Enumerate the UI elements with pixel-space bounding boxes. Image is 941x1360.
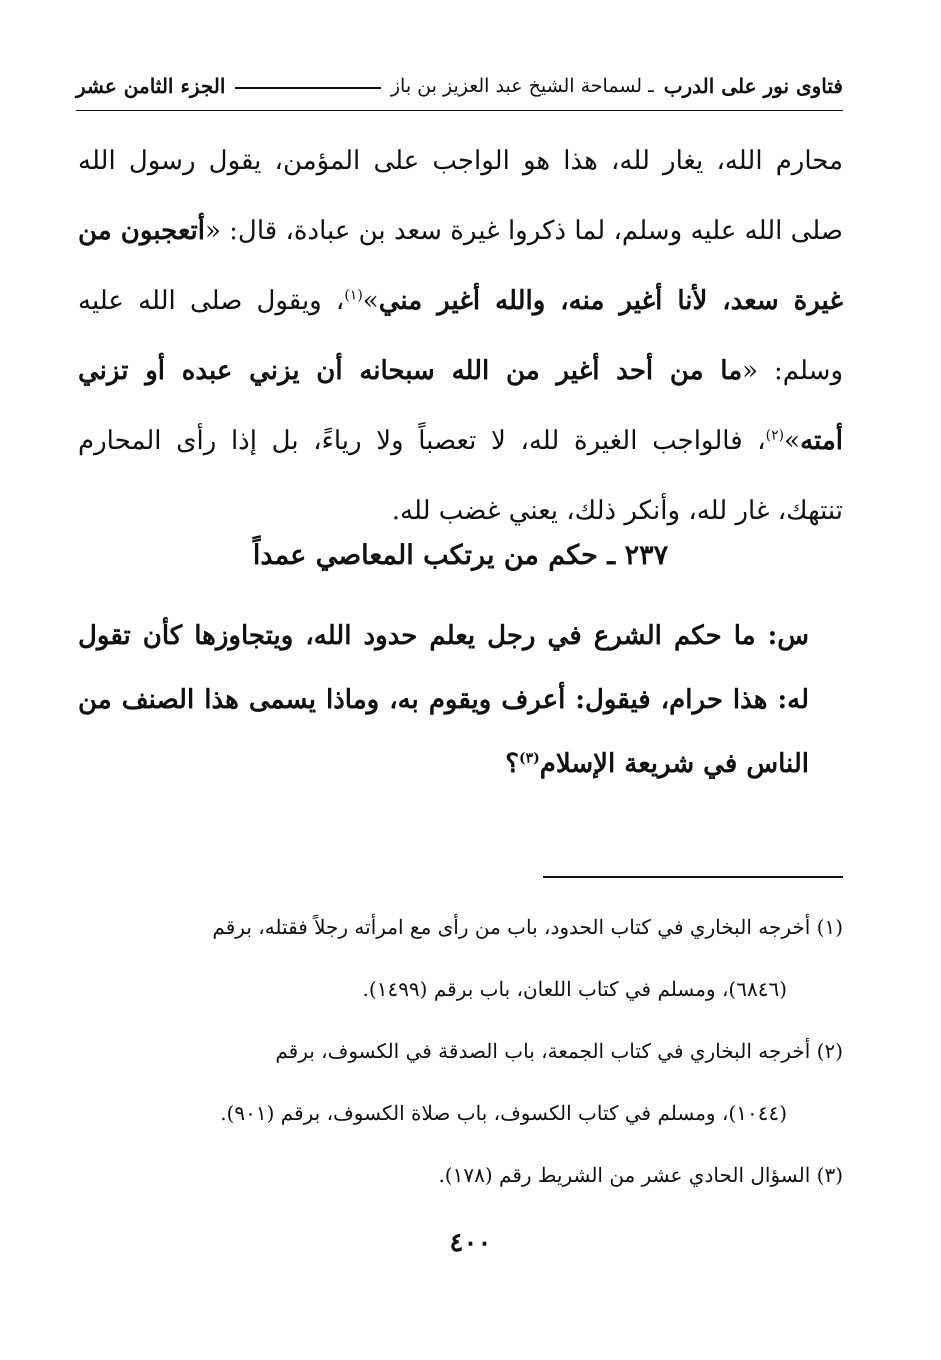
question-block (78, 604, 843, 796)
footnote-ref-1: (١) (344, 287, 363, 304)
body-paragraph (78, 126, 843, 546)
section-heading: ٢٣٧ ـ حكم من يرتكب المعاصي عمداً (252, 540, 669, 571)
hadith-quote-1: أتعجبون من غيرة سعد، لأنا أغير منه، والله أغير مني (78, 216, 844, 316)
text-run: ، فالواجب الغيرة لله، لا تعصباً ولا رياءً، بل إذا رأى المحارم تنتهك، غار لله، وأنكر ذلك، يعني غضب لله. (78, 426, 843, 526)
running-header (76, 66, 843, 106)
question-mark: ؟ (505, 749, 519, 779)
header-divider (76, 110, 843, 111)
footnote-2-line-2: (١٠٤٤)، ومسلم في كتاب الكسوف، باب صلاة الكسوف، برقم (٩٠١). (220, 1101, 787, 1125)
text-run: ، ويقول صلى الله عليه وسلم: « (78, 286, 843, 386)
quote-close: » (784, 426, 801, 456)
page-number: ٤٠٠ (449, 1228, 492, 1258)
footnote-1-line-1: (١) أخرجه البخاري في كتاب الحدود، باب من رأى مع امرأته رجلاً فقتله، برقم (212, 915, 843, 939)
body-text (78, 126, 843, 546)
book-series-title: فتاوى نور على الدرب (663, 74, 843, 98)
quote-close: » (362, 286, 379, 316)
volume-label: الجزء الثامن عشر (76, 74, 226, 98)
author-credit: ـ لسماحة الشيخ عبد العزيز بن باز (390, 75, 654, 97)
footnote-1-line-2: (٦٨٤٦)، ومسلم في كتاب اللعان، باب برقم (١٤٩٩). (362, 977, 787, 1001)
footnote-ref-3: (٣) (519, 750, 540, 767)
footnotes (78, 896, 843, 1206)
text-run: س: ما حكم الشرع في رجل يعلم حدود الله، ويتجاوزها كأن تقول له: هذا حرام، فيقول: أعرف ويقوم به، وماذا يسمى هذا الصنف من الناس في شريعة الإسلام (78, 621, 809, 779)
question-text (78, 604, 843, 796)
footnote-2-line-1: (٢) أخرجه البخاري في كتاب الجمعة، باب الصدقة في الكسوف، برقم (275, 1039, 843, 1063)
footnote-3: (٣) السؤال الحادي عشر من الشريط رقم (١٧٨). (438, 1163, 843, 1187)
text-run: محارم الله، يغار لله، هذا هو الواجب على المؤمن، يقول رسول الله صلى الله عليه وسلم، لما ذكروا غيرة سعد بن عبادة، قال: « (78, 146, 843, 246)
footnote-separator (543, 876, 843, 878)
header-dash-rule (235, 87, 380, 89)
hadith-quote-2: ما من أحد أغير من الله سبحانه أن يزني عبده أو تزني أمته (78, 356, 843, 456)
footnote-ref-2: (٢) (765, 427, 785, 444)
